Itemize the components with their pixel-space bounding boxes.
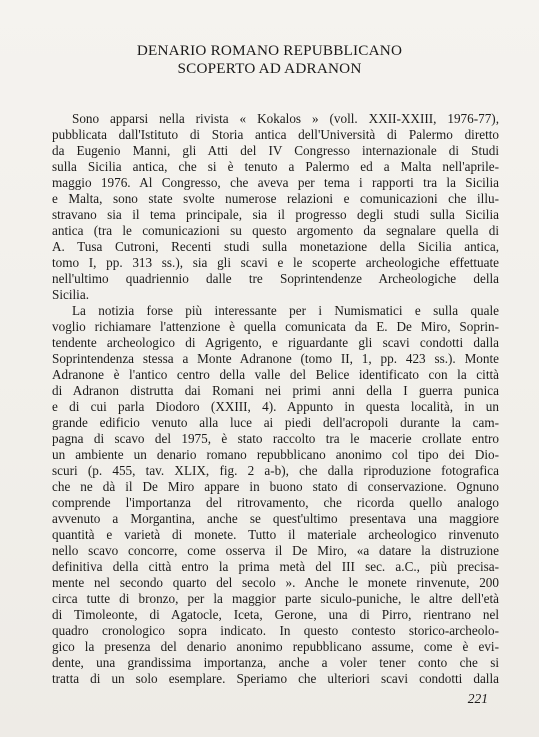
paragraph-1: [52, 111, 499, 303]
text-line: avvenuto a Morgantina, anche se quest'ultimo presentava una maggiore: [52, 511, 499, 526]
page-number: 221: [467, 691, 488, 706]
text-line: Adranone è l'antico centro della valle del Belice identificato con la città: [52, 367, 499, 382]
text-line: nell'ultimo quadriennio dalle tre Soprintendenze Archeologiche della: [52, 271, 499, 286]
text-line: che ne dà il De Miro appare in buono stato di conservazione. Ognuno: [52, 479, 499, 494]
text-line: tratta di un solo esemplare. Speriamo che ulteriori scavi condotti dalla: [52, 671, 499, 686]
text-line: antica (tra le comunicazioni su questo argomento da segnalare quella di: [52, 223, 499, 238]
text-line: di Timoleonte, di Agatocle, Iceta, Gerone, una di Pirro, rientrano nel: [52, 607, 499, 622]
text-line: La notizia forse più interessante per i Numismatici e sulla quale: [72, 303, 499, 318]
paragraph-2: [52, 303, 499, 687]
text-line: comprende l'importanza del ritrovamento, che ricorda quello analogo: [52, 495, 499, 510]
article-body: [52, 111, 499, 687]
text-line: A. Tusa Cutroni, Recenti studi sulla monetazione della Sicilia antica,: [52, 239, 499, 254]
text-line: Sono apparsi nella rivista « Kokalos » (voll. XXII-XXIII, 1976-77),: [72, 111, 499, 126]
text-line: gico la presenza del denario anonimo repubblicano assume, come è evi-: [52, 639, 499, 654]
text-line: voglio richiamare l'attenzione è quella comunicata da E. De Miro, Soprin-: [52, 319, 499, 334]
text-line: Sicilia.: [52, 287, 89, 302]
text-line: quadro cronologico sopra indicato. In questo contesto storico-archeolo-: [52, 623, 499, 638]
text-line: tomo I, pp. 313 ss.), sia gli scavi e le scoperte archeologiche effettuate: [52, 255, 499, 270]
text-line: pagna di scavo del 1975, è stato raccolto tra le macerie crollate entro: [52, 431, 499, 446]
text-line: e di cui parla Diodoro (XXIII, 4). Appunto in questa località, in un: [52, 399, 499, 414]
text-line: grande edificio venuto alla luce ai piedi dell'acropoli durante la cam-: [52, 415, 499, 430]
text-line: tendente archeologico di Agrigento, e riguardante gli scavi condotti dalla: [52, 335, 499, 350]
text-line: e Malta, sono state svolte numerose relazioni e comunicazioni che illu-: [52, 191, 499, 206]
text-line: un ambiente un denario romano repubblicano anonimo col tipo dei Dio-: [52, 447, 499, 462]
text-line: nello scavo concorre, come osserva il De Miro, «a datare la distruzione: [52, 543, 499, 558]
text-line: scuri (p. 455, tav. XLIX, fig. 2 a-b), che dalla riproduzione fotografica: [52, 463, 499, 478]
text-line: stravano sia il tema principale, sia il progresso degli studi sulla Sicilia: [52, 207, 499, 222]
text-line: pubblicata dall'Istituto di Storia antica dell'Università di Palermo diretto: [52, 127, 499, 142]
text-line: maggio 1976. Al Congresso, che aveva per tema i rapporti tra la Sicilia: [52, 175, 499, 190]
text-line: Soprintendenza stessa a Monte Adranone (tomo II, 1, pp. 423 ss.). Monte: [52, 351, 499, 366]
text-line: definitiva della città entro la prima metà del III sec. a.C., più precisa-: [52, 559, 499, 574]
text-line: mente nel secondo quarto del secolo ». Anche le monete rinvenute, 200: [52, 575, 499, 590]
article-title-line-2: SCOPERTO AD ADRANON: [177, 60, 362, 77]
text-line: sulla Sicilia antica, che si è tenuto a Palermo ed a Malta nell'aprile-: [52, 159, 499, 174]
text-line: dente, una grandissima importanza, anche a voler tener conto che si: [52, 655, 499, 670]
text-line: da Eugenio Manni, gli Atti del IV Congresso internazionale di Studi: [52, 143, 499, 158]
text-line: di Adranon distrutta dai Romani nei primi anni della I guerra punica: [52, 383, 499, 398]
text-line: circa tutte di bronzo, per la maggior parte siculo-puniche, le altre dell'età: [52, 591, 499, 606]
text-line: quantità e varietà di monete. Tutto il materiale archeologico rinvenuto: [52, 527, 499, 542]
article-title-line-1: DENARIO ROMANO REPUBBLICANO: [136, 42, 403, 59]
